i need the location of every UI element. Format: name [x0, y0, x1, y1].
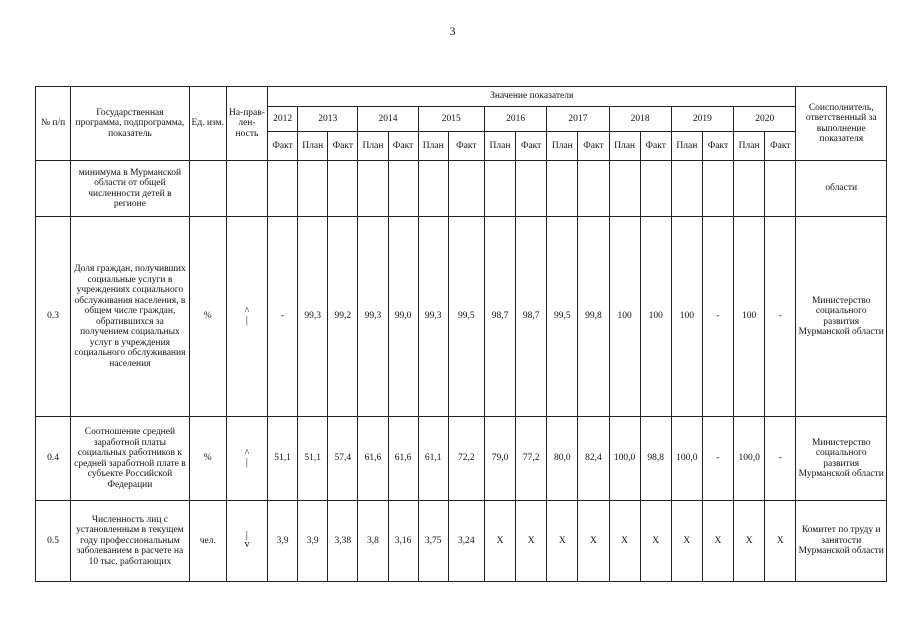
row-unit: чел. — [189, 501, 226, 582]
row-indicator-name: Соотношение средней заработной платы социальных работников к средней заработной плате в субъекте Российской Федерации — [71, 417, 190, 501]
header-year: 2015 — [418, 107, 484, 132]
row-value — [328, 161, 358, 217]
row-value: 3,8 — [358, 501, 388, 582]
row-value: 99,5 — [547, 217, 578, 417]
row-unit — [189, 161, 226, 217]
row-value: - — [702, 217, 733, 417]
row-unit: % — [189, 417, 226, 501]
header-year: 2012 — [268, 107, 298, 132]
row-value — [640, 161, 671, 217]
row-value: - — [765, 417, 796, 501]
row-value — [418, 161, 448, 217]
header-fact: Факт — [765, 132, 796, 161]
row-value: 98,8 — [640, 417, 671, 501]
row-value: 80,0 — [547, 417, 578, 501]
table-row — [36, 161, 887, 217]
row-value — [448, 161, 484, 217]
table-header — [36, 87, 887, 161]
row-value: 99,2 — [328, 217, 358, 417]
row-value: X — [547, 501, 578, 582]
row-indicator-name: Численность лиц с установленным в текущем году профессиональным заболеванием в расчете на 10 тыс. работающих — [71, 501, 190, 582]
row-value: 98,7 — [484, 217, 515, 417]
header-year: 2018 — [609, 107, 671, 132]
row-value: X — [702, 501, 733, 582]
row-value — [578, 161, 609, 217]
row-value: - — [268, 217, 298, 417]
row-value: 3,16 — [388, 501, 418, 582]
header-num: № п/п — [36, 87, 71, 161]
header-direction: На-прав-лен-ность — [226, 87, 267, 161]
row-value: 3,75 — [418, 501, 448, 582]
table-row — [36, 501, 887, 582]
row-value — [298, 161, 328, 217]
header-plan: План — [358, 132, 388, 161]
row-value: 100 — [609, 217, 640, 417]
row-value: 51,1 — [268, 417, 298, 501]
header-plan: План — [671, 132, 702, 161]
header-plan: План — [547, 132, 578, 161]
header-plan: План — [298, 132, 328, 161]
row-value — [516, 161, 547, 217]
row-value: - — [765, 217, 796, 417]
row-value — [388, 161, 418, 217]
header-fact: Факт — [268, 132, 298, 161]
row-value: 100,0 — [734, 417, 765, 501]
table-row — [36, 417, 887, 501]
row-value: 100 — [734, 217, 765, 417]
header-fact: Факт — [578, 132, 609, 161]
row-indicator-name: Доля граждан, получивших социальные услуги в учреждениях социального обслуживания населения, в общем числе граждан, обратившихся за получением социальных услуг в учреждения социального обслуживания населения — [71, 217, 190, 417]
row-value: 98,7 — [516, 217, 547, 417]
row-num: 0.3 — [36, 217, 71, 417]
row-value: X — [765, 501, 796, 582]
row-value: 61,6 — [388, 417, 418, 501]
direction-up-icon: ^ | — [244, 305, 250, 326]
page-number: 3 — [449, 24, 456, 38]
row-num: 0.5 — [36, 501, 71, 582]
row-value — [671, 161, 702, 217]
row-coexecutor: Комитет по труду и занятости Мурманской области — [796, 501, 887, 582]
row-value: 99,0 — [388, 217, 418, 417]
row-value: 99,3 — [358, 217, 388, 417]
direction-down-icon: | v — [244, 530, 250, 551]
row-value: 77,2 — [516, 417, 547, 501]
row-value: 100 — [671, 217, 702, 417]
row-value: 100 — [640, 217, 671, 417]
header-plan: План — [734, 132, 765, 161]
row-value: 3,9 — [268, 501, 298, 582]
row-coexecutor: Министерство социального развития Мурманской области — [796, 417, 887, 501]
row-value: X — [484, 501, 515, 582]
header-fact: Факт — [640, 132, 671, 161]
header-program: Государственная программа, подпрограмма, показатель — [71, 87, 190, 161]
row-value: 61,1 — [418, 417, 448, 501]
header-values: Значение показателя — [268, 87, 796, 107]
header-year: 2019 — [671, 107, 733, 132]
header-fact: Факт — [388, 132, 418, 161]
row-value: X — [609, 501, 640, 582]
row-direction — [226, 501, 267, 582]
row-value — [484, 161, 515, 217]
row-value: 51,1 — [298, 417, 328, 501]
row-direction — [226, 417, 267, 501]
row-value: 3,38 — [328, 501, 358, 582]
row-value: X — [671, 501, 702, 582]
row-value — [734, 161, 765, 217]
row-value — [358, 161, 388, 217]
header-year: 2017 — [547, 107, 609, 132]
row-value: 99,3 — [418, 217, 448, 417]
row-value: 72,2 — [448, 417, 484, 501]
row-value: 82,4 — [578, 417, 609, 501]
row-value: 57,4 — [328, 417, 358, 501]
header-fact: Факт — [702, 132, 733, 161]
row-coexecutor: Министерство социального развития Мурманской области — [796, 217, 887, 417]
row-value — [268, 161, 298, 217]
row-value: X — [734, 501, 765, 582]
header-fact: Факт — [516, 132, 547, 161]
table-row — [36, 217, 887, 417]
indicators-table — [35, 86, 887, 582]
header-fact: Факт — [448, 132, 484, 161]
row-value: 61,6 — [358, 417, 388, 501]
row-num: 0.4 — [36, 417, 71, 501]
row-coexecutor: области — [796, 161, 887, 217]
header-year: 2014 — [358, 107, 418, 132]
row-value: 79,0 — [484, 417, 515, 501]
row-direction — [226, 161, 267, 217]
row-value: 3,24 — [448, 501, 484, 582]
header-year: 2013 — [298, 107, 358, 132]
header-coexecutor: Соисполнитель, ответственный за выполнение показателя — [796, 87, 887, 161]
header-plan: План — [418, 132, 448, 161]
row-value: X — [640, 501, 671, 582]
header-fact: Факт — [328, 132, 358, 161]
table-body — [36, 161, 887, 582]
header-unit: Ед. изм. — [189, 87, 226, 161]
row-value: 99,8 — [578, 217, 609, 417]
row-value — [547, 161, 578, 217]
row-direction — [226, 217, 267, 417]
row-value: 3,9 — [298, 501, 328, 582]
direction-up-icon: ^ | — [244, 447, 250, 468]
row-value: 100,0 — [609, 417, 640, 501]
header-plan: План — [609, 132, 640, 161]
row-value — [765, 161, 796, 217]
row-indicator-name: минимума в Мурманской области от общей численности детей в регионе — [71, 161, 190, 217]
row-num — [36, 161, 71, 217]
header-year: 2016 — [484, 107, 546, 132]
header-plan: План — [484, 132, 515, 161]
row-value: X — [578, 501, 609, 582]
row-unit: % — [189, 217, 226, 417]
row-value: X — [516, 501, 547, 582]
row-value: 99,3 — [298, 217, 328, 417]
row-value: 100,0 — [671, 417, 702, 501]
row-value: 99,5 — [448, 217, 484, 417]
row-value — [609, 161, 640, 217]
header-year: 2020 — [734, 107, 796, 132]
row-value — [702, 161, 733, 217]
row-value: - — [702, 417, 733, 501]
